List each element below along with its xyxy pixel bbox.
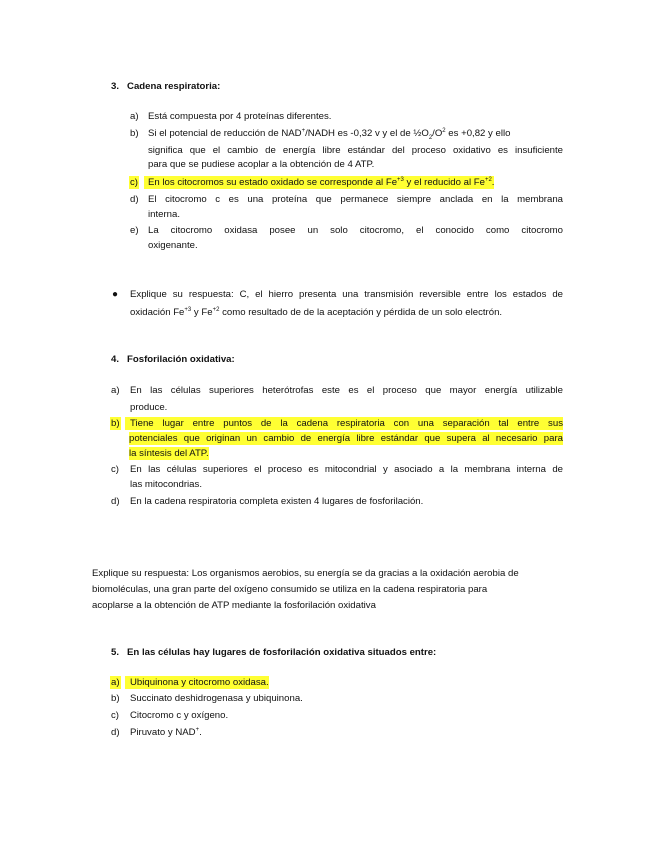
s3-d-label: d) [130,194,139,205]
s3-explain-line2 [130,306,502,319]
s3-c-text-3: . [491,177,495,188]
s5-b-text: Succinato deshidrogenasa y ubiquinona. [130,693,303,704]
s3-b-line3: para que se pudiese acoplar a la obtención de 4 ATP. [148,159,375,170]
s5-d-text [130,726,202,739]
s5-d-label: d) [111,727,120,738]
s3-c-sup-1: +3 [397,177,404,183]
s3-b-text-2: /NADH es -0,32 v y el de ½O [305,128,429,139]
s4-d-label: d) [111,496,120,507]
bullet-icon: ● [112,289,119,300]
s3-explain-sup-2: +2 [212,307,220,313]
s4-b-line1: Tiene lugar entre puntos de la cadena respiratoria con una separación tal entre sus [125,417,563,430]
s4-a-label: a) [111,385,120,396]
s4-b-label: b) [111,418,120,429]
s3-explain-text-1: oxidación Fe [130,307,185,318]
s3-e-line2: oxigenante. [148,240,198,251]
s3-d-line1: El citocromo c es una proteína que permanece siempre anclada en la membrana [148,194,563,205]
s3-b-line1 [148,127,563,145]
section3-heading [111,80,220,93]
s3-explain-sup-1: +3 [184,307,192,313]
section5-heading [111,646,436,659]
s3-e-line1: La citocromo oxidasa posee un solo citocromo, el conocido como citocromo [148,225,563,236]
s3-b-sup-2: 2 [442,128,446,134]
section4-heading [111,353,235,366]
s3-b-text-3: /O [432,128,443,139]
s3-b-line2: significa que el cambio de energía libre estándar del proceso oxidativo es insuficiente [148,145,563,156]
s4-a-line1: En las células superiores heterótrofas este es el proceso que mayor energía utilizable [130,385,563,396]
s3-c-text-1: En los citocromos su estado oxidado se corresponde al Fe [148,177,398,188]
s4-explain-line2: biomoléculas, una gran parte del oxígeno consumido se utiliza en la cadena respiratoria para [92,584,488,595]
section5-number: 5. [111,647,120,658]
s3-c-text-2: y el reducido al Fe [403,177,485,188]
s5-c-label: c) [111,710,119,721]
s3-explain-line1: Explique su respuesta: C, el hierro presenta una transmisión reversible entre los estados de [130,289,563,300]
s5-c-text: Citocromo c y oxígeno. [130,710,229,721]
s4-c-label: c) [111,464,119,475]
s4-b-line3: la síntesis del ATP. [129,448,209,459]
s4-c-line1: En las células superiores el proceso es mitocondrial y asociado a la membrana interna de [130,464,563,475]
s3-c-label: c) [130,177,138,188]
section3-title: Cadena respiratoria: [127,81,221,92]
s4-d-text: En la cadena respiratoria completa existen 4 lugares de fosforilación. [130,496,424,507]
s5-a-text: Ubiquinona y citocromo oxidasa. [125,676,269,689]
s5-b-label: b) [111,693,120,704]
s3-explain-text-2: y Fe [191,307,213,318]
section5-title: En las células hay lugares de fosforilación oxidativa situados entre: [127,647,437,658]
s4-a-line2: produce. [130,402,168,413]
s3-a-label: a) [130,111,139,122]
s4-c-line2: las mitocondrias. [130,479,202,490]
section4-number: 4. [111,354,120,365]
s4-b-line2: potenciales que originan un cambio de energía libre estándar que supera al necesario para [129,433,563,444]
s5-d-text-1: Piruvato y NAD [130,727,196,738]
s3-b-label: b) [130,128,139,139]
section3-number: 3. [111,81,120,92]
s3-a-text: Está compuesta por 4 proteínas diferentes. [148,111,332,122]
s3-b-text-1: Si el potencial de reducción de NAD [148,128,302,139]
s4-explain-line3: acoplarse a la obtención de ATP mediante la fosforilación oxidativa [92,600,376,611]
s3-b-sup-plus: + [301,128,306,134]
s3-e-label: e) [130,225,139,236]
s3-b-text-4: es +0,82 y ello [445,128,511,139]
section4-title: Fosforilación oxidativa: [127,354,235,365]
s5-a-label: a) [111,677,120,688]
s3-b-sub-2: 2 [428,134,433,141]
s3-c-sup-2: +2 [484,177,492,183]
s5-d-sup: + [195,727,200,733]
s5-d-text-2: . [199,727,202,738]
s4-explain-line1: Explique su respuesta: Los organismos aerobios, su energía se da gracias a la oxidación aerobia de [92,568,519,579]
s3-d-line2: interna. [148,209,180,220]
s3-explain-text-3: como resultado de de la aceptación y pérdida de un solo electrón. [219,307,503,318]
s3-c-text [144,176,494,189]
